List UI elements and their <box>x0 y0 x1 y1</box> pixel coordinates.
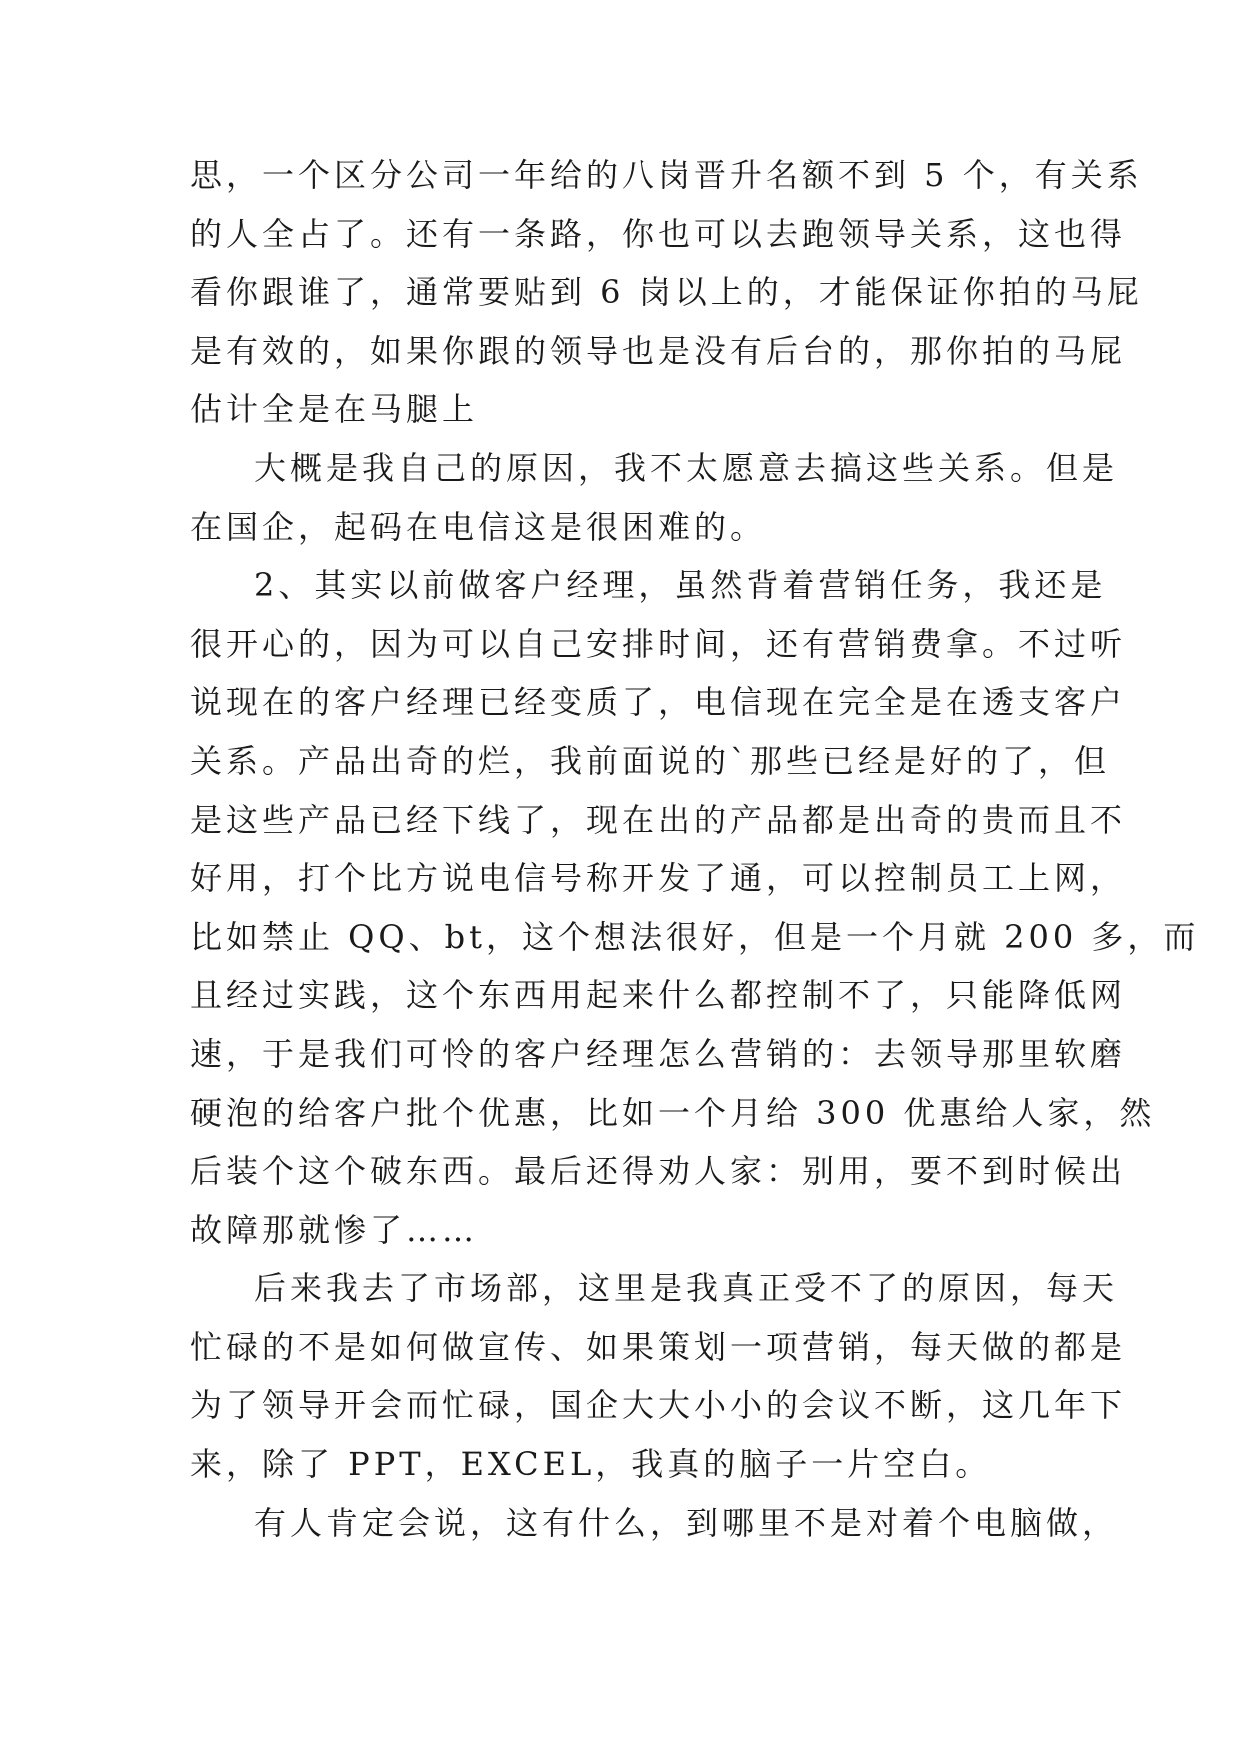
text-line: 看你跟谁了，通常要贴到 6 岗以上的，才能保证你拍的马屁 <box>190 273 1143 312</box>
text-line: 比如禁止 QQ、bt，这个想法很好，但是一个月就 200 多，而 <box>190 917 1200 956</box>
text-line: 关系。产品出奇的烂，我前面说的`那些已经是好的了，但 <box>190 741 1111 780</box>
text-line: 且经过实践，这个东西用起来什么都控制不了，只能降低网 <box>190 976 1127 1015</box>
paragraph-first-line: 后来我去了市场部，这里是我真正受不了的原因，每天 <box>254 1269 1119 1308</box>
text-line: 是这些产品已经下线了，现在出的产品都是出奇的贵而且不 <box>190 800 1127 839</box>
paragraph-first-line: 大概是我自己的原因，我不太愿意去搞这些关系。但是 <box>254 448 1119 487</box>
text-line: 硬泡的给客户批个优惠，比如一个月给 300 优惠给人家，然 <box>190 1093 1156 1132</box>
text-line: 速，于是我们可怜的客户经理怎么营销的：去领导那里软磨 <box>190 1034 1127 1073</box>
text-line: 后装个这个破东西。最后还得劝人家：别用，要不到时候出 <box>190 1152 1127 1191</box>
paragraph-first-line: 有人肯定会说，这有什么，到哪里不是对着个电脑做， <box>254 1503 1119 1542</box>
text-line: 估计全是在马腿上 <box>190 390 479 429</box>
text-line: 思，一个区分公司一年给的八岗晋升名额不到 5 个，有关系 <box>190 156 1143 194</box>
text-line: 好用，打个比方说电信号称开发了通，可以控制员工上网， <box>190 859 1127 898</box>
text-line: 的人全占了。还有一条路，你也可以去跑领导关系，这也得 <box>190 214 1127 253</box>
text-line: 为了领导开会而忙碌，国企大大小小的会议不断，这几年下 <box>190 1386 1127 1425</box>
text-line: 说现在的客户经理已经变质了，电信现在完全是在透支客户 <box>190 683 1127 722</box>
text-line: 来，除了 PPT，EXCEL，我真的脑子一片空白。 <box>190 1445 992 1484</box>
text-line: 忙碌的不是如何做宣传、如果策划一项营销，每天做的都是 <box>190 1327 1127 1366</box>
text-line: 是有效的，如果你跟的领导也是没有后台的，那你拍的马屁 <box>190 331 1127 370</box>
text-line: 在国企，起码在电信这是很困难的。 <box>190 507 767 546</box>
document-body <box>190 146 1200 1552</box>
text-line: 很开心的，因为可以自己安排时间，还有营销费拿。不过听 <box>190 624 1127 663</box>
paragraph-first-line: 2、其实以前做客户经理，虽然背着营销任务，我还是 <box>254 566 1107 605</box>
text-line: 故障那就惨了…… <box>190 1210 479 1249</box>
